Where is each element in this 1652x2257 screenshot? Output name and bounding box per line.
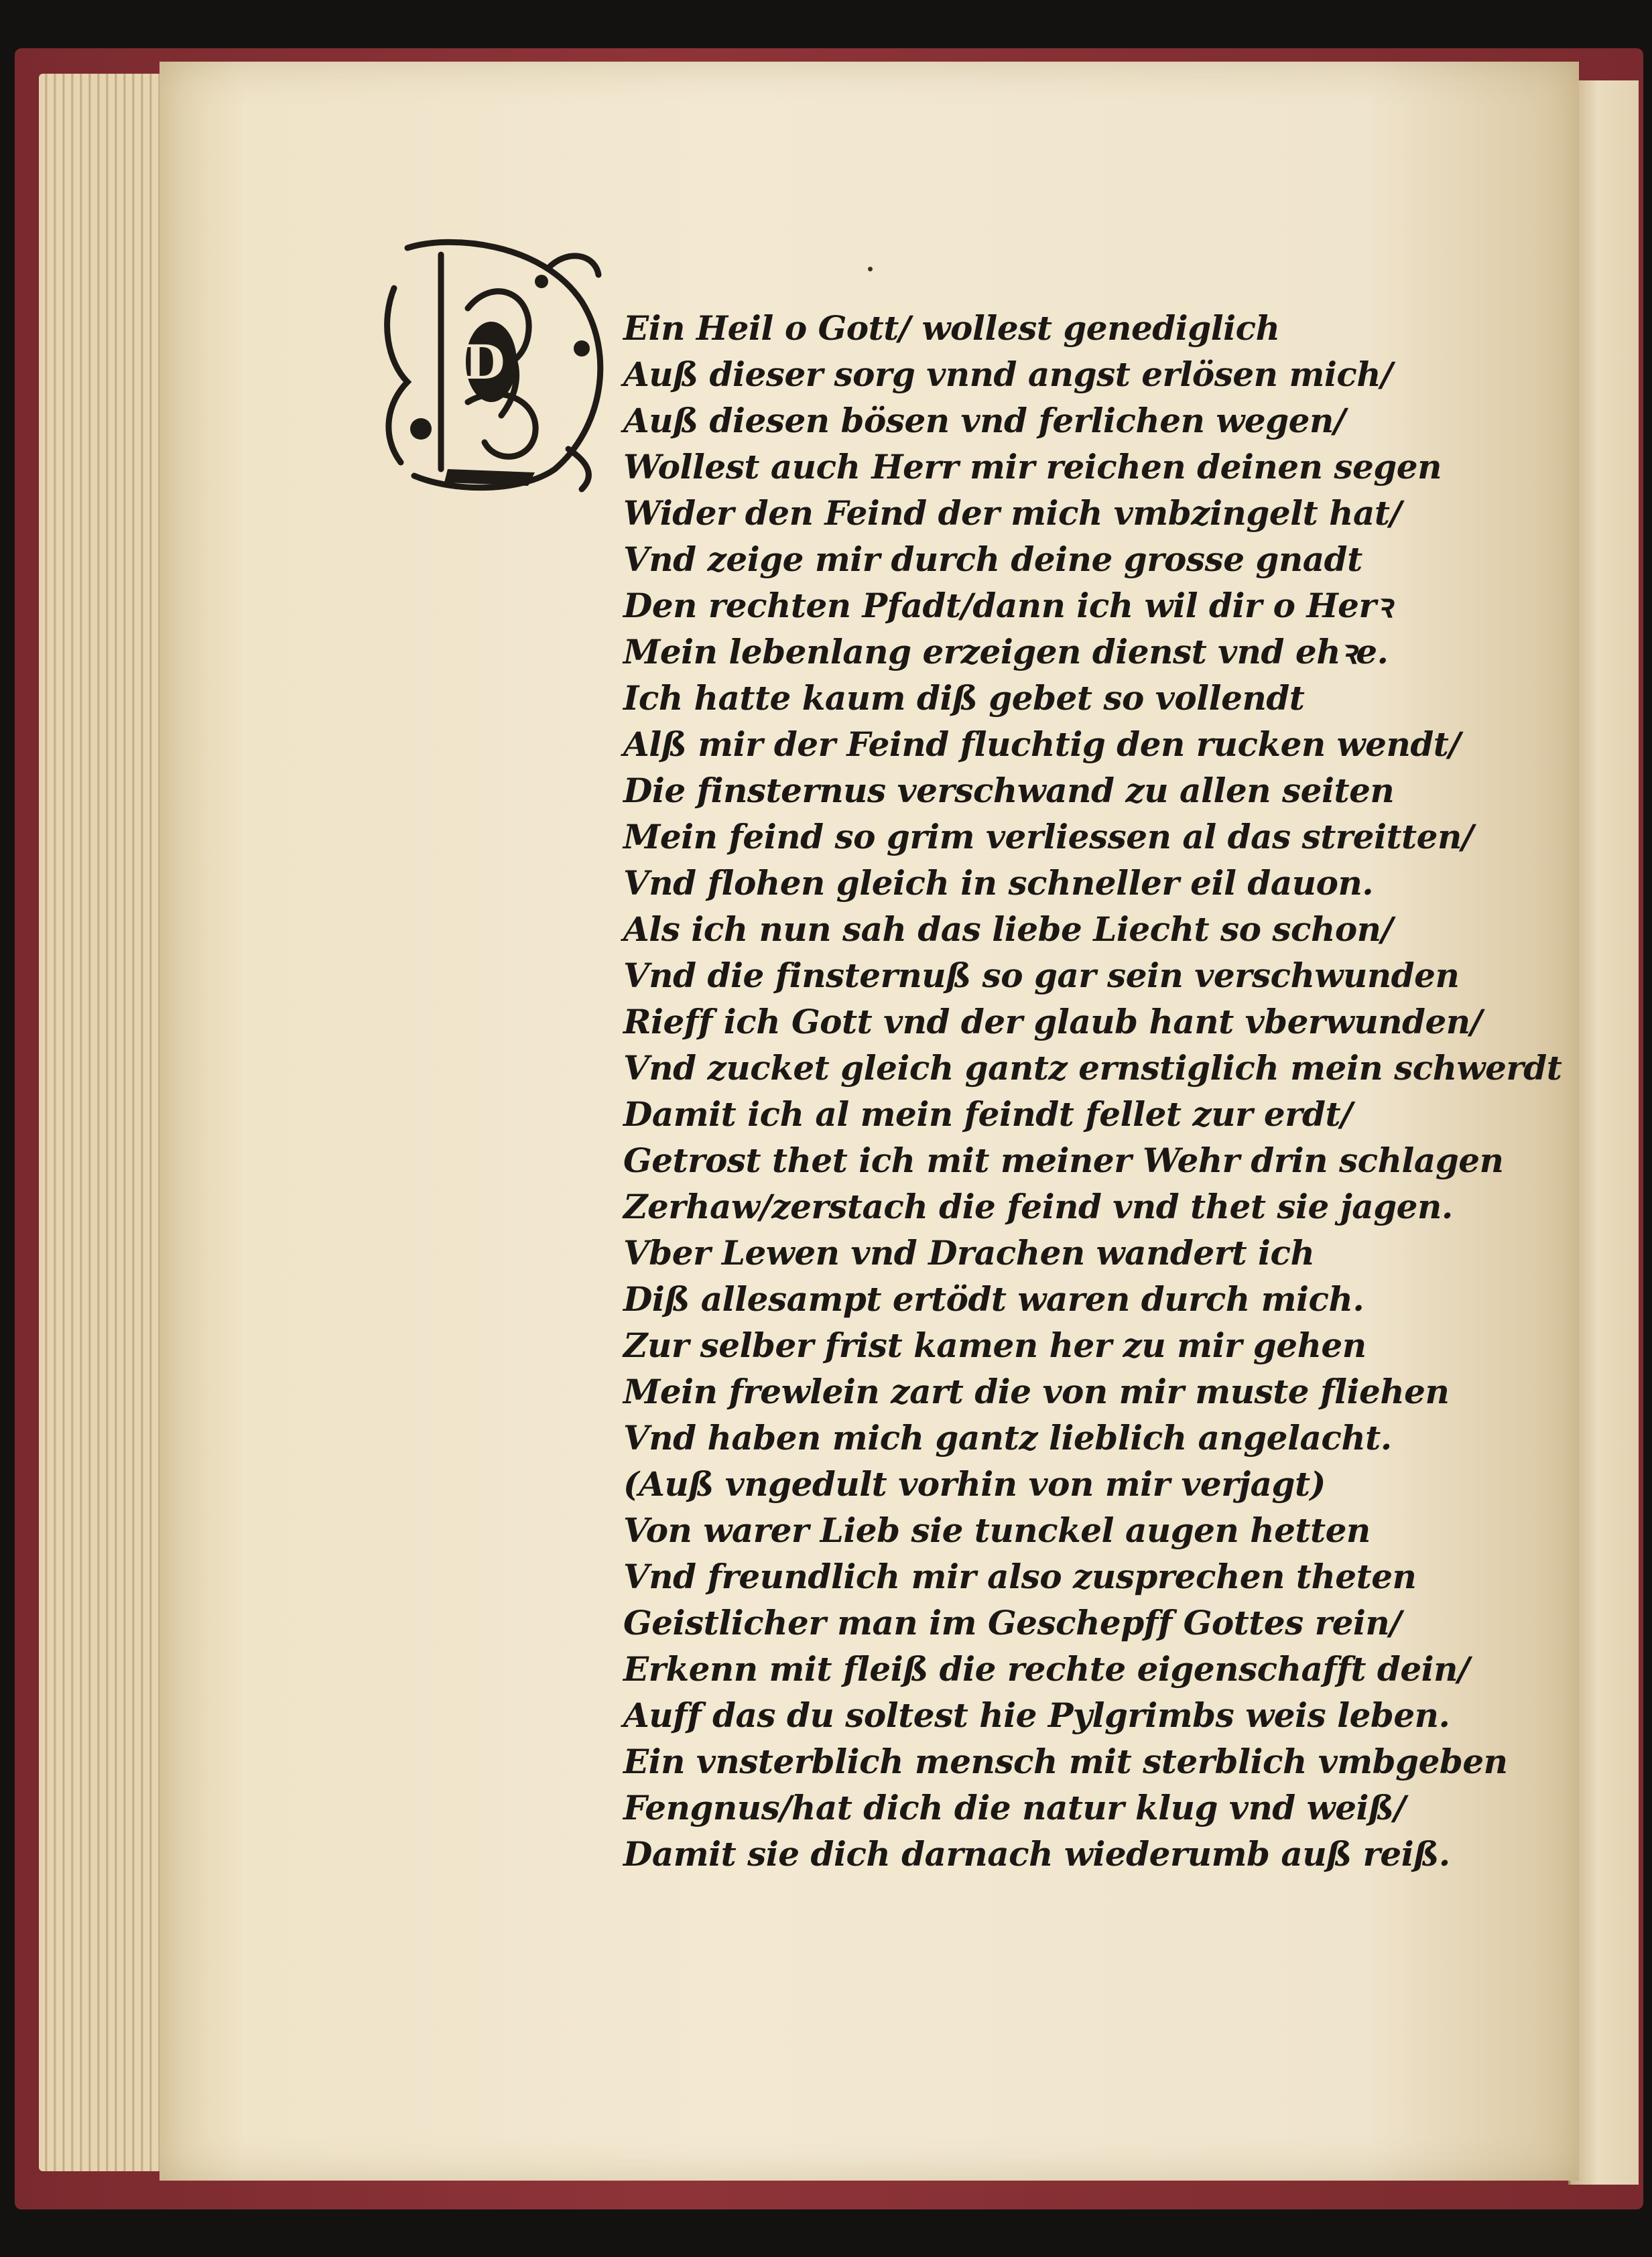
text-line: Ein Heil o Gott/ wollest genediglich [623, 308, 1280, 348]
text-line: Fengnus/hat dich die natur klug vnd weiß/ [623, 1788, 1406, 1827]
text-line: Die finsternus verschwand zu allen seiten [623, 771, 1395, 810]
text-line: Zerhaw/zerstach die feind vnd thet sie jagen. [623, 1187, 1453, 1226]
text-line: Vnd zucket gleich gantz ernstiglich mein schwerdt [623, 1048, 1562, 1088]
text-line: Vnd flohen gleich in schneller eil dauon. [623, 863, 1374, 903]
text-line: Auff das du soltest hie Pylgrimbs weis leben. [623, 1695, 1450, 1735]
decorated-initial [367, 228, 622, 496]
text-line: Vnd zeige mir durch deine grosse gnadt [623, 539, 1362, 579]
text-line: Den rechten Pfadt/dann ich wil dir o Herꝛ [623, 586, 1392, 625]
ink-speck [868, 267, 873, 271]
text-line: Wollest auch Herr mir reichen deinen segen [623, 447, 1442, 487]
text-line: Vnd freundlich mir also zusprechen theten [623, 1557, 1417, 1596]
text-line: Auß dieser sorg vnnd angst erlösen mich/ [623, 354, 1393, 394]
text-line: Mein feind so grim verliessen al das streitten/ [623, 817, 1474, 856]
text-line: Auß diesen bösen vnd ferlichen wegen/ [623, 401, 1346, 440]
text-line: Wider den Feind der mich vmbzingelt hat/ [623, 493, 1402, 533]
text-line: Damit sie dich darnach wiederumb auß reiß. [623, 1834, 1450, 1874]
poem-text [623, 305, 1562, 1877]
text-line: Mein frewlein zart die von mir muste fliehen [623, 1372, 1450, 1411]
text-line: Als ich nun sah das liebe Liecht so schon/ [623, 909, 1393, 949]
page-edges [39, 74, 173, 2171]
text-line: Damit ich al mein feindt fellet zur erdt/ [623, 1094, 1352, 1134]
text-line: Zur selber frist kamen her zu mir gehen [623, 1326, 1367, 1365]
text-line: Rieff ich Gott vnd der glaub hant vberwunden/ [623, 1002, 1482, 1041]
text-line: Vber Lewen vnd Drachen wandert ich [623, 1233, 1315, 1273]
text-line: Ich hatte kaum diß gebet so vollendt [623, 678, 1305, 718]
text-line: Diß allesampt ertödt waren durch mich. [623, 1279, 1364, 1319]
text-line: Getrost thet ich mit meiner Wehr drin schlagen [623, 1141, 1504, 1180]
initial-letter: D [464, 334, 505, 390]
text-line: Vnd die finsternuß so gar sein verschwunden [623, 956, 1460, 995]
text-line: Vnd haben mich gantz lieblich angelacht. [623, 1418, 1392, 1458]
text-line: (Auß vngedult vorhin von mir verjagt) [623, 1464, 1326, 1504]
text-line: Von warer Lieb sie tunckel augen hetten [623, 1510, 1371, 1550]
text-line: Erkenn mit fleiß die rechte eigenschafft dein/ [623, 1649, 1470, 1689]
text-line: Mein lebenlang erzeigen dienst vnd ehꝛe. [623, 632, 1389, 671]
text-line: Geistlicher man im Geschepff Gottes rein/ [623, 1603, 1401, 1642]
text-line: Alß mir der Feind fluchtig den rucken wendt/ [623, 724, 1461, 764]
text-line: Ein vnsterblich mensch mit sterblich vmbgeben [623, 1742, 1508, 1781]
